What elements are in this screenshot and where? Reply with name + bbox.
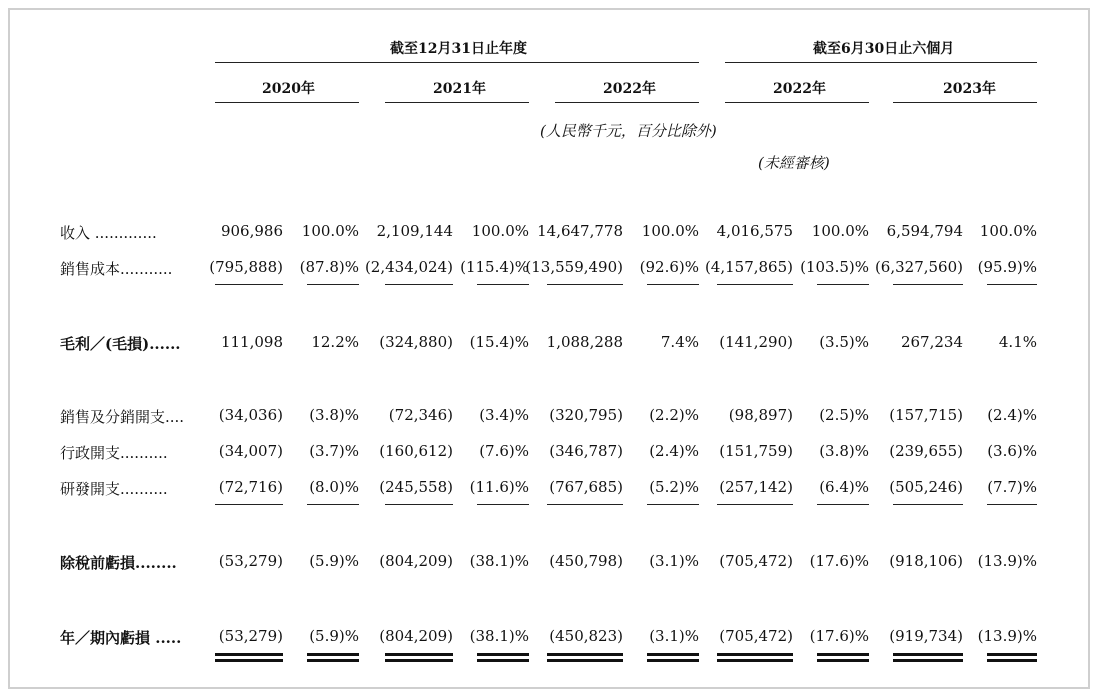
amount-cell: (804,209)	[379, 627, 453, 645]
percent-cell: 12.2%	[311, 333, 359, 351]
amount-cell: (141,290)	[719, 333, 793, 351]
subtotal-rule	[647, 284, 699, 285]
amount-cell: 2,109,144	[376, 222, 453, 240]
subtotal-rule	[307, 504, 359, 505]
row-label: 銷售成本...........	[60, 260, 173, 278]
percent-cell: (3.7)%	[309, 442, 359, 460]
percent-cell: 100.0%	[641, 222, 699, 240]
amount-cell: (767,685)	[549, 478, 623, 496]
percent-cell: (7.6)%	[479, 442, 529, 460]
amount-cell: (346,787)	[549, 442, 623, 460]
percent-cell: 100.0%	[301, 222, 359, 240]
percent-cell: (38.1)%	[469, 627, 529, 645]
total-double-rule	[647, 653, 699, 662]
amount-cell: (4,157,865)	[704, 258, 793, 276]
currency-note: (人民幣千元，百分比除外)	[540, 122, 717, 140]
total-double-rule	[817, 653, 869, 662]
group-rule-annual	[215, 62, 699, 63]
percent-cell: (17.6)%	[809, 552, 869, 570]
percent-cell: (2.4)%	[649, 442, 699, 460]
row-label: 收入 .............	[60, 224, 157, 242]
total-double-rule	[987, 653, 1037, 662]
amount-cell: (34,007)	[218, 442, 283, 460]
percent-cell: (103.5)%	[800, 258, 869, 276]
percent-cell: (5.2)%	[649, 478, 699, 496]
amount-cell: 4,016,575	[716, 222, 793, 240]
row-label: 年／期內虧損 .....	[60, 629, 182, 647]
subtotal-rule	[647, 504, 699, 505]
amount-cell: (705,472)	[719, 552, 793, 570]
amount-cell: 267,234	[900, 333, 963, 351]
year-rule-2020	[215, 102, 359, 103]
percent-cell: (13.9)%	[977, 552, 1037, 570]
subtotal-rule	[717, 284, 793, 285]
subtotal-rule	[307, 284, 359, 285]
amount-cell: (151,759)	[719, 442, 793, 460]
amount-cell: (53,279)	[218, 627, 283, 645]
row-label: 銷售及分銷開支....	[60, 408, 185, 426]
amount-cell: (2,434,024)	[364, 258, 453, 276]
amount-cell: (245,558)	[379, 478, 453, 496]
group-header-annual: 截至12月31日止年度	[390, 41, 527, 57]
year-header-2022: 2022年	[603, 81, 656, 97]
percent-cell: (15.4)%	[469, 333, 529, 351]
row-label: 研發開支..........	[60, 480, 168, 498]
subtotal-rule	[385, 504, 453, 505]
amount-cell: 1,088,288	[546, 333, 623, 351]
percent-cell: 7.4%	[660, 333, 699, 351]
amount-cell: (257,142)	[719, 478, 793, 496]
percent-cell: (95.9)%	[977, 258, 1037, 276]
percent-cell: (8.0)%	[309, 478, 359, 496]
amount-cell: (450,823)	[549, 627, 623, 645]
percent-cell: (87.8)%	[299, 258, 359, 276]
year-header-2020: 2020年	[262, 81, 315, 97]
subtotal-rule	[817, 284, 869, 285]
subtotal-rule	[215, 284, 283, 285]
year-header-2021: 2021年	[433, 81, 486, 97]
amount-cell: (6,327,560)	[874, 258, 963, 276]
percent-cell: (3.1)%	[649, 552, 699, 570]
subtotal-rule	[477, 284, 529, 285]
total-double-rule	[477, 653, 529, 662]
percent-cell: (3.6)%	[987, 442, 1037, 460]
total-double-rule	[893, 653, 963, 662]
subtotal-rule	[215, 504, 283, 505]
amount-cell: (320,795)	[549, 406, 623, 424]
amount-cell: (13,559,490)	[525, 258, 623, 276]
amount-cell: (324,880)	[379, 333, 453, 351]
year-header-2022-interim: 2022年	[773, 81, 826, 97]
group-header-interim: 截至6月30日止六個月	[813, 41, 955, 57]
percent-cell: (2.5)%	[819, 406, 869, 424]
amount-cell: (705,472)	[719, 627, 793, 645]
percent-cell: (115.4)%	[460, 258, 529, 276]
total-double-rule	[307, 653, 359, 662]
amount-cell: 906,986	[220, 222, 283, 240]
subtotal-rule	[893, 504, 963, 505]
row-label: 除稅前虧損........	[60, 554, 177, 572]
total-double-rule	[717, 653, 793, 662]
percent-cell: (3.8)%	[819, 442, 869, 460]
amount-cell: (505,246)	[889, 478, 963, 496]
subtotal-rule	[987, 504, 1037, 505]
percent-cell: (2.2)%	[649, 406, 699, 424]
amount-cell: (239,655)	[889, 442, 963, 460]
total-double-rule	[547, 653, 623, 662]
amount-cell: (34,036)	[218, 406, 283, 424]
percent-cell: (11.6)%	[469, 478, 529, 496]
amount-cell: (918,106)	[889, 552, 963, 570]
percent-cell: 4.1%	[998, 333, 1037, 351]
year-rule-2022-interim	[725, 102, 869, 103]
amount-cell: (72,346)	[388, 406, 453, 424]
subtotal-rule	[477, 504, 529, 505]
percent-cell: (6.4)%	[819, 478, 869, 496]
percent-cell: 100.0%	[811, 222, 869, 240]
year-header-2023: 2023年	[943, 81, 996, 97]
percent-cell: (17.6)%	[809, 627, 869, 645]
amount-cell: 14,647,778	[537, 222, 623, 240]
percent-cell: (3.8)%	[309, 406, 359, 424]
percent-cell: (3.5)%	[819, 333, 869, 351]
percent-cell: (92.6)%	[639, 258, 699, 276]
total-double-rule	[385, 653, 453, 662]
row-label: 毛利／(毛損)......	[60, 335, 181, 353]
amount-cell: (160,612)	[379, 442, 453, 460]
percent-cell: (5.9)%	[309, 552, 359, 570]
total-double-rule	[215, 653, 283, 662]
percent-cell: (38.1)%	[469, 552, 529, 570]
percent-cell: 100.0%	[471, 222, 529, 240]
subtotal-rule	[717, 504, 793, 505]
percent-cell: (3.1)%	[649, 627, 699, 645]
amount-cell: (98,897)	[728, 406, 793, 424]
subtotal-rule	[817, 504, 869, 505]
amount-cell: (53,279)	[218, 552, 283, 570]
row-label: 行政開支..........	[60, 444, 168, 462]
percent-cell: (7.7)%	[987, 478, 1037, 496]
subtotal-rule	[987, 284, 1037, 285]
amount-cell: (72,716)	[218, 478, 283, 496]
percent-cell: (5.9)%	[309, 627, 359, 645]
year-rule-2023	[893, 102, 1037, 103]
amount-cell: (450,798)	[549, 552, 623, 570]
percent-cell: (2.4)%	[987, 406, 1037, 424]
unaudited-note: (未經審核)	[758, 154, 830, 172]
amount-cell: (795,888)	[209, 258, 283, 276]
amount-cell: 6,594,794	[886, 222, 963, 240]
percent-cell: 100.0%	[979, 222, 1037, 240]
amount-cell: 111,098	[220, 333, 283, 351]
year-rule-2022	[555, 102, 699, 103]
subtotal-rule	[385, 284, 453, 285]
subtotal-rule	[547, 284, 623, 285]
amount-cell: (804,209)	[379, 552, 453, 570]
amount-cell: (919,734)	[889, 627, 963, 645]
amount-cell: (157,715)	[889, 406, 963, 424]
percent-cell: (3.4)%	[479, 406, 529, 424]
group-rule-interim	[725, 62, 1037, 63]
subtotal-rule	[547, 504, 623, 505]
year-rule-2021	[385, 102, 529, 103]
percent-cell: (13.9)%	[977, 627, 1037, 645]
subtotal-rule	[893, 284, 963, 285]
